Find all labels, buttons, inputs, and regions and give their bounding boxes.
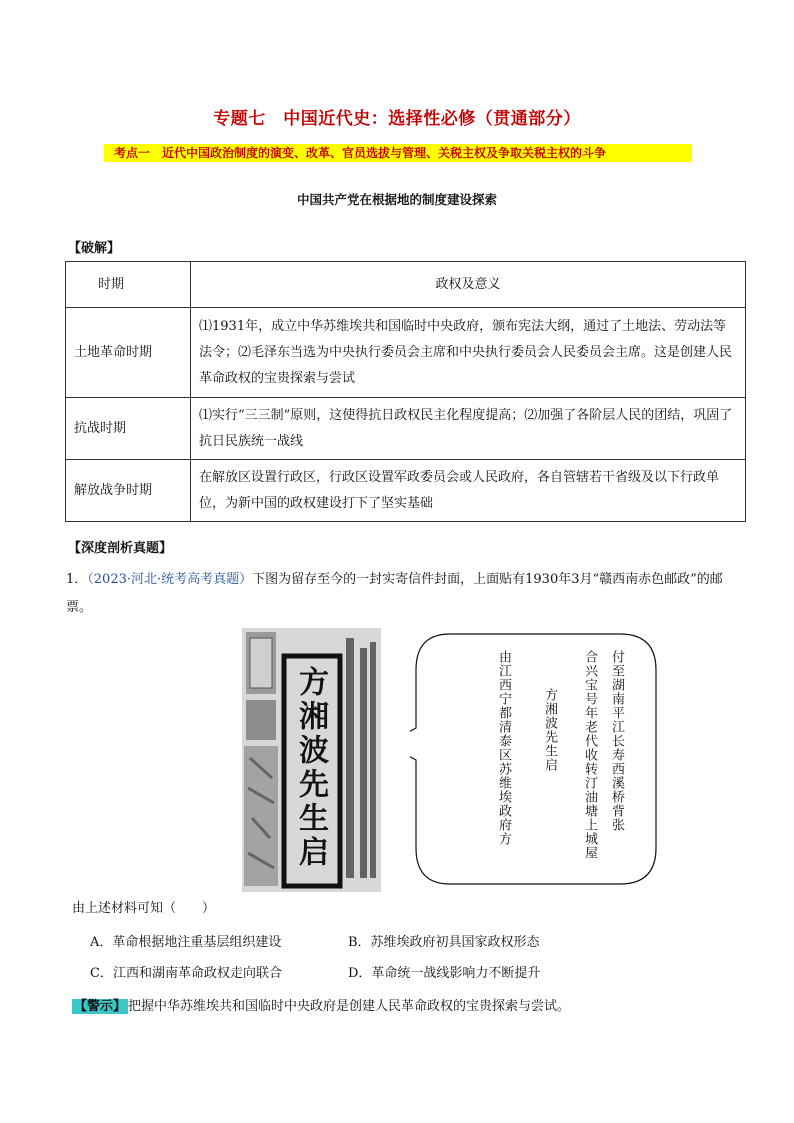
option-b[interactable]: B．苏维埃政府初具国家政权形态 [348,935,540,950]
table-header-cell: 政权及意义 [191,262,746,308]
question-ask: 由上述材料可知（ ） [72,901,216,916]
table-row [66,308,746,398]
hint-line [72,995,570,1014]
envelope-photo [242,628,381,892]
table-cell-content: ⑴1931年，成立中华苏维埃共和国临时中央政府，颁布宪法大纲，通过了土地法、劳动法等法令；⑵毛泽东当选为中央执行委员会主席和中央执行委员会人民委员会主席。这是创建人民革命政权的宝贵探索与尝试 [191,308,746,398]
table-row [66,398,746,460]
page-title: 专题七 中国近代史：选择性必修（贯通部分） [213,109,581,129]
hint-text: 把握中华苏维埃共和国临时中央政府是创建人民革命政权的宝贵探索与尝试。 [128,999,571,1014]
bubble-column: 合兴宝号年老代收转汀油塘上城屋 [582,650,597,860]
section-heading-deep: 【深度剖析真题】 [68,541,173,556]
question-text: 下图为留存至今的一封实寄信件封面，上面贴有1930年3月“赣西南赤色邮政”的邮票。 [66,572,723,615]
table-cell-period: 解放战争时期 [66,460,191,522]
table-cell-content: 在解放区设置行政区，行政区设置军政委员会或人民政府，各自管辖若干省级及以下行政单位，为新中国的政权建设打下了坚实基础 [191,460,746,522]
regime-table [65,261,746,522]
bubble-column: 方湘波先生启 [542,688,557,772]
letter-figure [242,628,662,892]
table-header-row [66,262,746,308]
speech-bubble [410,628,660,890]
table-header-cell: 时期 [66,262,191,308]
topic-banner: 考点一 近代中国政治制度的演变、改革、官员选拔与管理、关税主权及争取关税主权的斗争 [104,144,692,162]
bubble-column: 由江西宁都清泰区苏维埃政府方 [496,650,511,846]
table-cell-period: 抗战时期 [66,398,191,460]
option-c[interactable]: C．江西和湖南革命政权走向联合 [90,966,282,981]
section-subtitle: 中国共产党在根据地的制度建设探索 [296,192,497,207]
option-d[interactable]: D．革命统一战线影响力不断提升 [348,966,541,981]
hint-label: 【警示】 [74,999,127,1014]
table-cell-content: ⑴实行“三三制”原则，这使得抗日政权民主化程度提高；⑵加强了各阶层人民的团结，巩固了抗日民族统一战线 [191,398,746,460]
option-a[interactable]: A．革命根据地注重基层组织建设 [90,935,282,950]
question-source: （2023·河北·统考高考真题） [87,572,253,587]
section-heading-poju: 【破解】 [68,241,121,256]
question-stem [66,566,726,622]
envelope-recipient: 方湘波先生启 [293,666,328,870]
table-row [66,460,746,522]
question-number: 1． [66,572,88,587]
table-cell-period: 土地革命时期 [66,308,191,398]
bubble-column: 付至湖南平江长寿西溪桥背张 [609,650,624,832]
